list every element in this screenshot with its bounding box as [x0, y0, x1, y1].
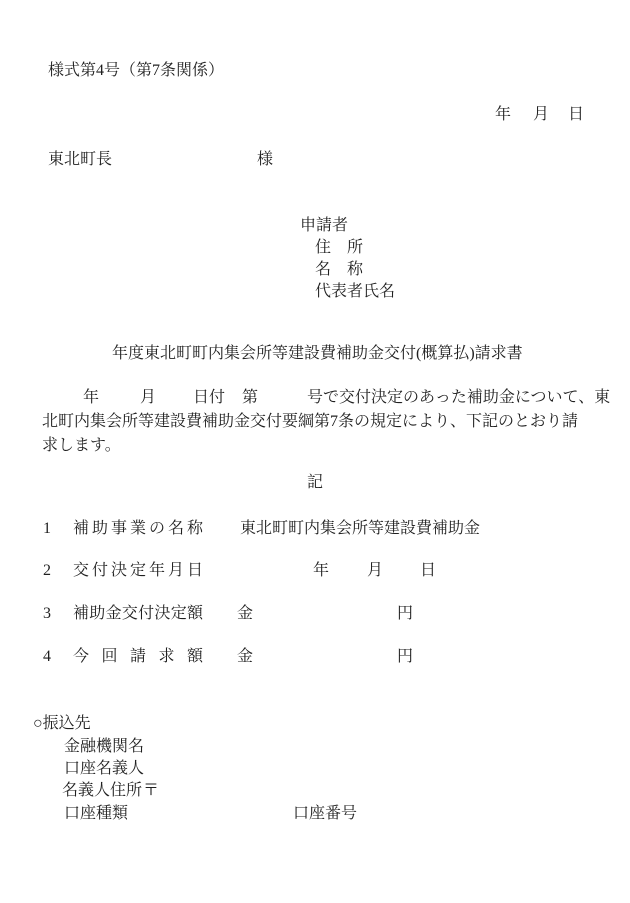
postal-mark: 〒 — [143, 782, 160, 799]
item-label: 補助事業の名称 — [73, 520, 203, 537]
item-date-year-label: 年 — [313, 562, 330, 579]
account-holder-label: 口座名義人 — [64, 760, 145, 777]
item-number: 2 — [43, 562, 51, 579]
item-label: 交付決定年月日 — [73, 562, 203, 579]
account-number-label: 口座番号 — [293, 805, 358, 822]
applicant-address-label: 住 所 — [315, 239, 364, 256]
currency-prefix-label: 金 — [237, 648, 254, 665]
item-label: 今回請求額 — [73, 648, 203, 665]
account-type-label: 口座種類 — [64, 805, 129, 822]
holder-address-label: 名義人住所 — [62, 782, 143, 799]
decision-date-month-label: 月 — [140, 389, 157, 406]
applicant-heading: 申請者 — [300, 217, 349, 234]
item-number: 3 — [43, 605, 51, 622]
body-paragraph-line3: 求します。 — [42, 437, 121, 454]
transfer-section-heading: ○振込先 — [33, 715, 91, 732]
item-date-day-label: 日 — [420, 562, 437, 579]
decision-date-year-label: 年 — [83, 389, 100, 406]
issue-date-month-label: 月 — [533, 106, 550, 123]
applicant-representative-label: 代表者氏名 — [315, 283, 396, 300]
body-paragraph-line1-text: 号で交付決定のあった補助金について、東 — [307, 389, 611, 406]
item-number: 4 — [43, 648, 51, 665]
record-heading: 記 — [306, 474, 323, 491]
body-paragraph-line2: 北町内集会所等建設費補助金交付要綱第7条の規定により、下記のとおり請 — [42, 413, 579, 430]
item-number: 1 — [43, 520, 51, 537]
decision-number-prefix-label: 第 — [242, 389, 259, 406]
addressee-name: 東北町長 — [48, 151, 113, 168]
item-value: 東北町町内集会所等建設費補助金 — [240, 520, 481, 537]
applicant-name-label: 名 称 — [315, 261, 364, 278]
bank-name-label: 金融機関名 — [64, 738, 145, 755]
issue-date-day-label: 日 — [568, 106, 585, 123]
form-number: 様式第4号（第7条関係） — [48, 62, 225, 79]
currency-suffix-label: 円 — [397, 648, 414, 665]
item-date-month-label: 月 — [367, 562, 384, 579]
currency-prefix-label: 金 — [237, 605, 254, 622]
decision-date-day-label: 日付 — [193, 389, 226, 406]
currency-suffix-label: 円 — [397, 605, 414, 622]
item-label: 補助金交付決定額 — [73, 605, 203, 622]
issue-date-year-label: 年 — [495, 106, 512, 123]
document-title: 年度東北町町内集会所等建設費補助金交付(概算払)請求書 — [112, 345, 523, 362]
addressee-honorific: 様 — [257, 151, 274, 168]
